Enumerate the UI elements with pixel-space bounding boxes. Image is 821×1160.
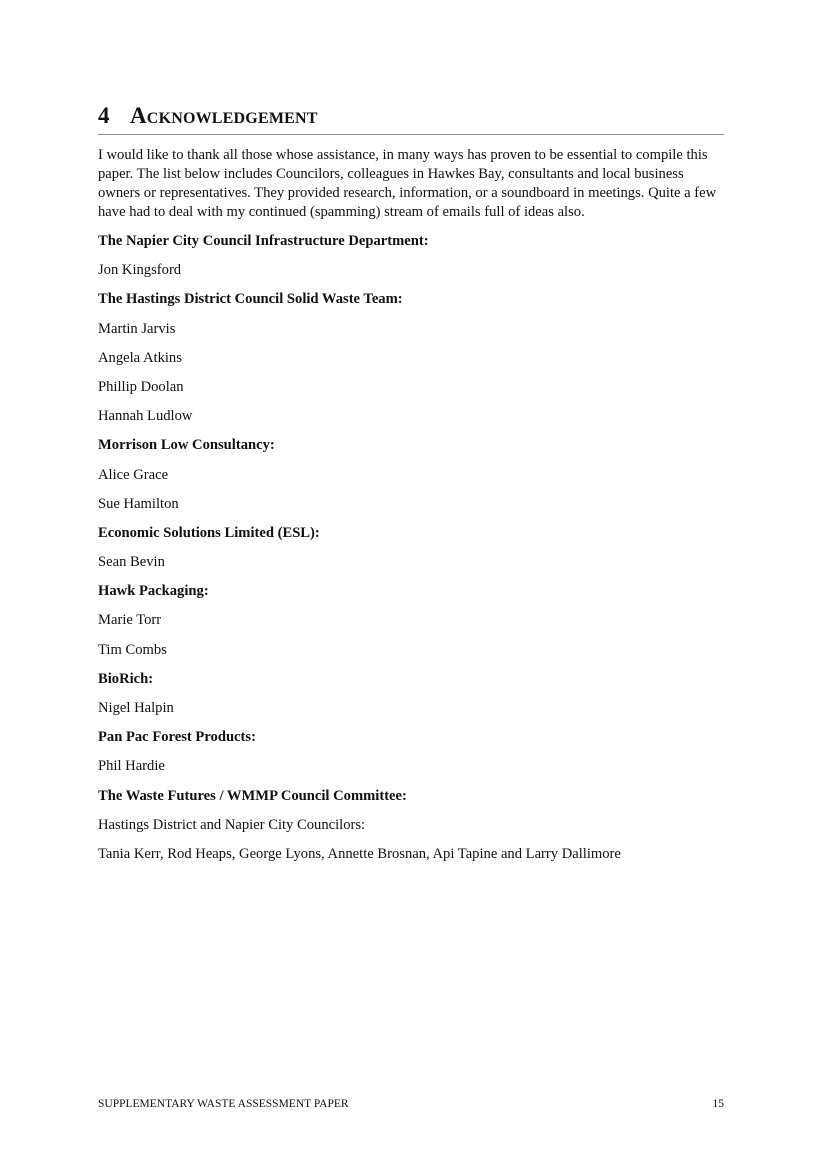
intro-paragraph: I would like to thank all those whose assistance, in many ways has proven to be essential to compile this paper. The list below includes Councilors, colleagues in Hawkes Bay, consultants and local business owners or representatives. They provided research, information, or a soundboard in meetings. Quite a few have had to deal with my continued (spamming) stream of emails full of ideas also. <box>98 147 717 220</box>
section-number: 4 <box>98 103 110 128</box>
person-name: Hannah Ludlow <box>98 408 193 425</box>
section-title: Acknowledgement <box>130 103 318 128</box>
person-name: Sean Bevin <box>98 554 165 571</box>
person-name: Jon Kingsford <box>98 262 182 279</box>
org-heading: The Hastings District Council Solid Waste Team: <box>98 291 403 308</box>
org-heading: BioRich: <box>98 670 154 687</box>
org-heading: Pan Pac Forest Products: <box>98 729 256 746</box>
person-name: Alice Grace <box>98 466 169 483</box>
org-heading: The Waste Futures / WMMP Council Committee: <box>98 787 407 804</box>
page-number: 15 <box>712 1098 724 1110</box>
person-name: Marie Torr <box>98 612 162 629</box>
group-label: Hastings District and Napier City Councilors: <box>98 816 366 833</box>
org-heading: Economic Solutions Limited (ESL): <box>98 524 320 541</box>
person-name: Sue Hamilton <box>98 495 179 512</box>
footer-title: SUPPLEMENTARY WASTE ASSESSMENT PAPER <box>98 1098 349 1110</box>
person-names-list: Tania Kerr, Rod Heaps, George Lyons, Annette Brosnan, Api Tapine and Larry Dallimore <box>98 845 621 862</box>
org-heading: Hawk Packaging: <box>98 583 209 600</box>
page-footer <box>98 1096 724 1112</box>
person-name: Nigel Halpin <box>98 700 174 716</box>
section-heading <box>98 100 724 135</box>
org-heading: Morrison Low Consultancy: <box>98 437 275 454</box>
person-name: Angela Atkins <box>98 349 182 366</box>
person-name: Phil Hardie <box>98 758 165 775</box>
org-heading: The Napier City Council Infrastructure Department: <box>98 233 429 249</box>
person-name: Phillip Doolan <box>98 378 184 395</box>
acknowledgement-body <box>98 146 724 873</box>
person-name: Tim Combs <box>98 641 167 658</box>
person-name: Martin Jarvis <box>98 320 176 337</box>
